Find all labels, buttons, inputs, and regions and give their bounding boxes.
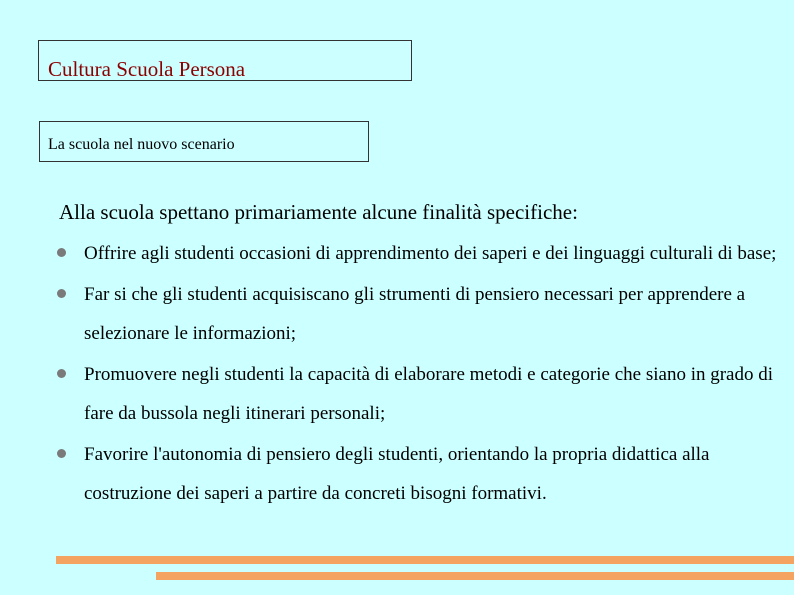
subtitle-box: [39, 121, 369, 162]
decorative-bar-top: [56, 556, 794, 564]
bullet-text: Favorire l'autonomia di pensiero degli studenti, orientando la propria didattica alla costruzione dei saperi a partire da concreti bisogni formativi.: [84, 444, 710, 504]
bullet-list: [54, 234, 784, 515]
bullet-item: [54, 234, 784, 273]
bullet-dot-icon: [57, 248, 66, 257]
bullet-text: Far si che gli studenti acquisiscano gli strumenti di pensiero necessari per apprendere a selezionare le informazioni;: [84, 284, 746, 344]
title-box: [38, 40, 412, 81]
bullet-dot-icon: [57, 449, 66, 458]
slide-title: Cultura Scuola Persona: [48, 57, 246, 81]
bullet-text: Offrire agli studenti occasioni di apprendimento dei saperi e dei linguaggi culturali di base;: [84, 243, 777, 264]
bullet-item: [54, 275, 784, 353]
bullet-dot-icon: [57, 369, 66, 378]
bullet-item: [54, 355, 784, 433]
bullet-item: [54, 435, 784, 513]
intro-text: Alla scuola spettano primariamente alcune finalità specifiche:: [59, 200, 578, 224]
bullet-text: Promuovere negli studenti la capacità di elaborare metodi e categorie che siano in grado di fare da bussola negli itinerari personali;: [84, 364, 774, 424]
decorative-bar-bottom: [156, 572, 794, 580]
bullet-dot-icon: [57, 289, 66, 298]
slide-subtitle: La scuola nel nuovo scenario: [48, 136, 235, 153]
